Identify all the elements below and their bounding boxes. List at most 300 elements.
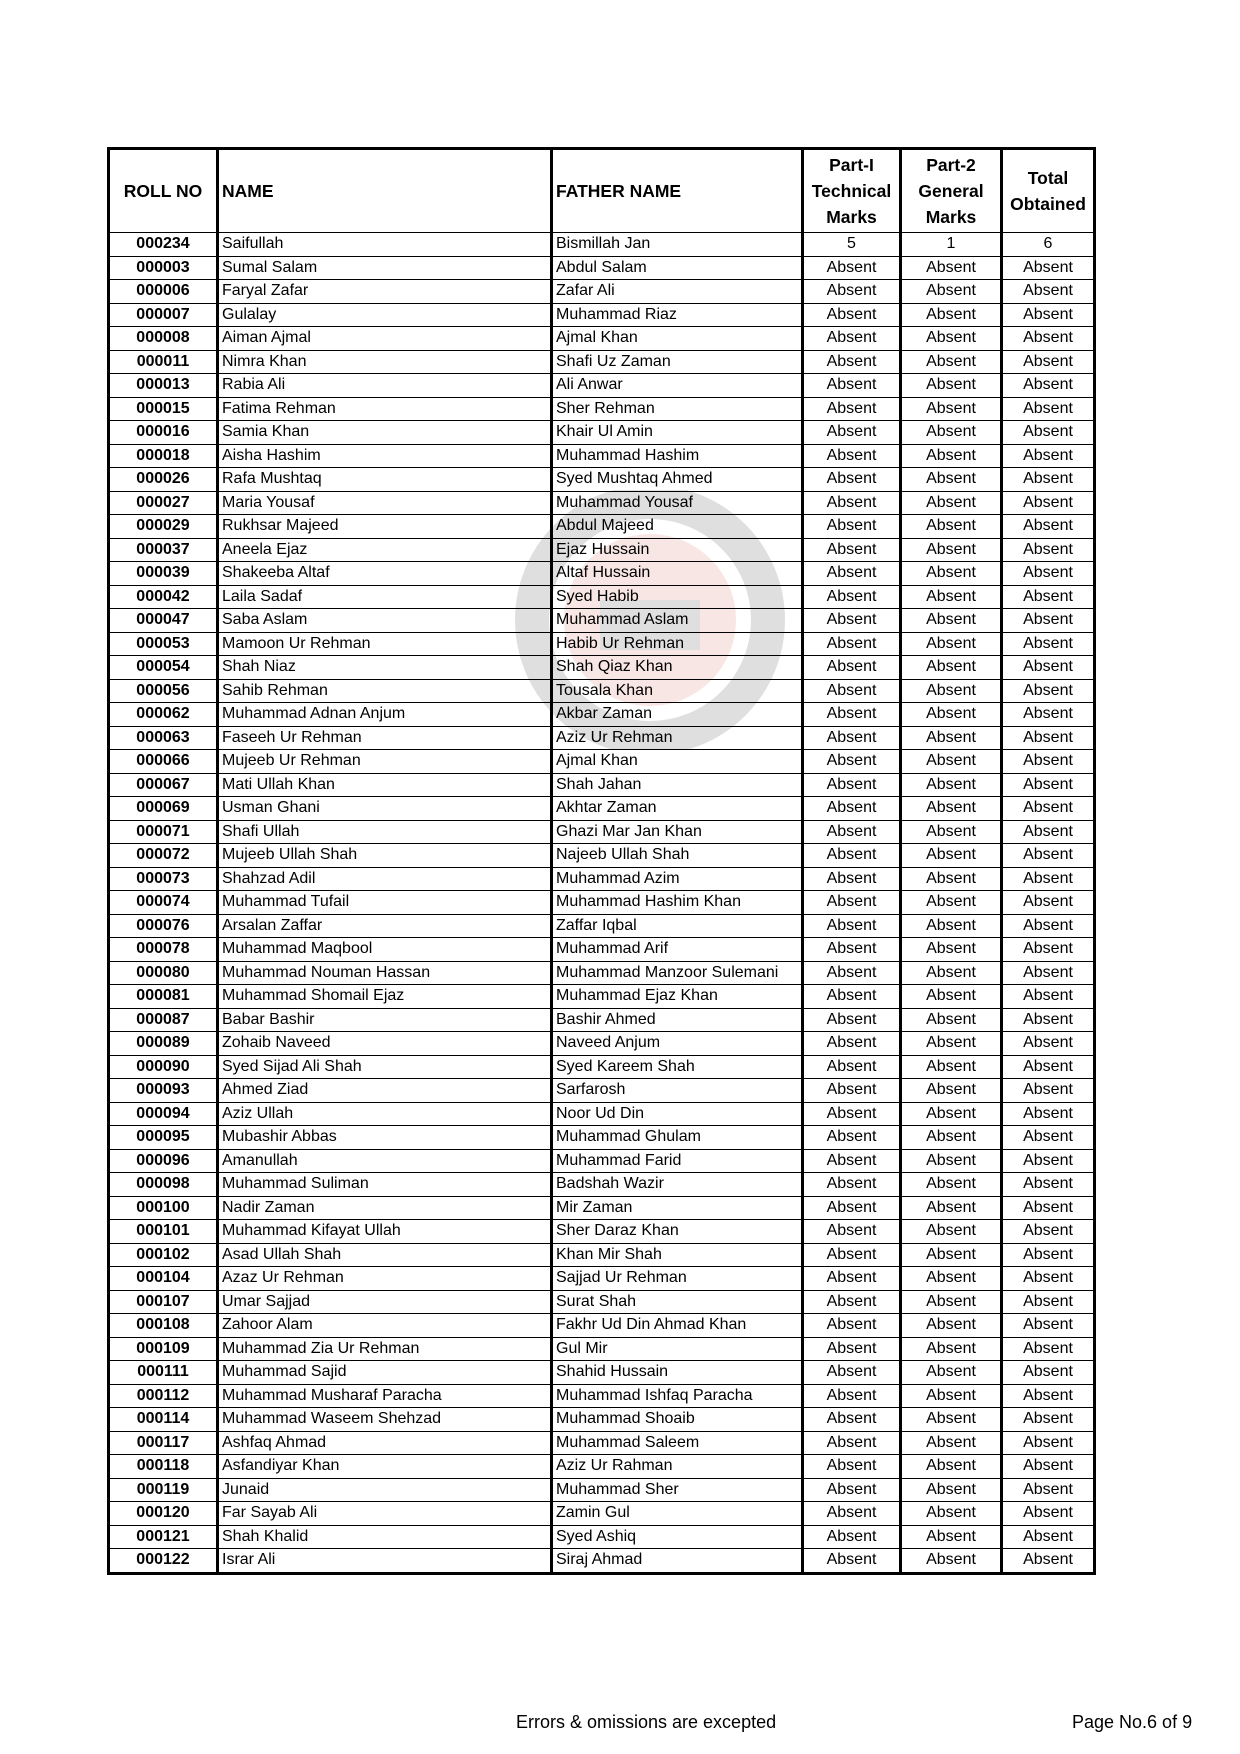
roll-no-cell: 000076 — [109, 914, 218, 938]
roll-no-cell: 000093 — [109, 1079, 218, 1103]
table-row — [109, 1196, 1095, 1220]
name-cell: Saifullah — [218, 233, 552, 257]
part2-marks-cell: Absent — [901, 844, 1002, 868]
part1-marks-cell: Absent — [803, 1267, 901, 1291]
table-row — [109, 374, 1095, 398]
total-obtained-cell: Absent — [1002, 1337, 1095, 1361]
part1-marks-cell: Absent — [803, 1361, 901, 1385]
part1-marks-cell: Absent — [803, 797, 901, 821]
roll-no-cell: 000080 — [109, 961, 218, 985]
total-obtained-cell: Absent — [1002, 985, 1095, 1009]
father-name-cell: Muhammad Hashim Khan — [552, 891, 803, 915]
roll-no-cell: 000119 — [109, 1478, 218, 1502]
roll-no-cell: 000067 — [109, 773, 218, 797]
part2-marks-cell: Absent — [901, 632, 1002, 656]
header-part1-line: Part-I — [829, 155, 874, 175]
total-obtained-cell: Absent — [1002, 797, 1095, 821]
roll-no-cell: 000047 — [109, 609, 218, 633]
roll-no-cell: 000006 — [109, 280, 218, 304]
part2-marks-cell: Absent — [901, 656, 1002, 680]
father-name-cell: Bismillah Jan — [552, 233, 803, 257]
name-cell: Umar Sajjad — [218, 1290, 552, 1314]
table-row — [109, 1408, 1095, 1432]
table-row — [109, 1102, 1095, 1126]
name-cell: Sumal Salam — [218, 256, 552, 280]
roll-no-cell: 000100 — [109, 1196, 218, 1220]
name-cell: Mamoon Ur Rehman — [218, 632, 552, 656]
roll-no-cell: 000107 — [109, 1290, 218, 1314]
part1-marks-cell: Absent — [803, 374, 901, 398]
father-name-cell: Shafi Uz Zaman — [552, 350, 803, 374]
part2-marks-cell: Absent — [901, 1314, 1002, 1338]
name-cell: Laila Sadaf — [218, 585, 552, 609]
total-obtained-cell: Absent — [1002, 961, 1095, 985]
part1-marks-cell: Absent — [803, 468, 901, 492]
roll-no-cell: 000018 — [109, 444, 218, 468]
father-name-cell: Muhammad Riaz — [552, 303, 803, 327]
roll-no-cell: 000062 — [109, 703, 218, 727]
total-obtained-cell: Absent — [1002, 891, 1095, 915]
father-name-cell: Aziz Ur Rahman — [552, 1455, 803, 1479]
father-name-cell: Muhammad Shoaib — [552, 1408, 803, 1432]
total-obtained-cell: Absent — [1002, 1220, 1095, 1244]
table-row — [109, 585, 1095, 609]
table-row — [109, 1220, 1095, 1244]
total-obtained-cell: Absent — [1002, 914, 1095, 938]
name-cell: Muhammad Zia Ur Rehman — [218, 1337, 552, 1361]
part2-marks-cell: Absent — [901, 256, 1002, 280]
part2-marks-cell: Absent — [901, 1243, 1002, 1267]
roll-no-cell: 000027 — [109, 491, 218, 515]
part1-marks-cell: Absent — [803, 280, 901, 304]
father-name-cell: Altaf Hussain — [552, 562, 803, 586]
part1-marks-cell: Absent — [803, 1102, 901, 1126]
roll-no-cell: 000069 — [109, 797, 218, 821]
part2-marks-cell: Absent — [901, 1408, 1002, 1432]
part1-marks-cell: Absent — [803, 1149, 901, 1173]
part2-marks-cell: Absent — [901, 891, 1002, 915]
part1-marks-cell: Absent — [803, 1431, 901, 1455]
father-name-cell: Ajmal Khan — [552, 750, 803, 774]
part1-marks-cell: Absent — [803, 1290, 901, 1314]
name-cell: Azaz Ur Rehman — [218, 1267, 552, 1291]
total-obtained-cell: Absent — [1002, 1502, 1095, 1526]
part1-marks-cell: Absent — [803, 1173, 901, 1197]
part1-marks-cell: Absent — [803, 632, 901, 656]
roll-no-cell: 000007 — [109, 303, 218, 327]
table-row — [109, 468, 1095, 492]
part2-marks-cell: Absent — [901, 1173, 1002, 1197]
total-obtained-cell: Absent — [1002, 703, 1095, 727]
name-cell: Mujeeb Ur Rehman — [218, 750, 552, 774]
father-name-cell: Shah Jahan — [552, 773, 803, 797]
total-obtained-cell: Absent — [1002, 773, 1095, 797]
table-row — [109, 938, 1095, 962]
table-row — [109, 961, 1095, 985]
father-name-cell: Sher Rehman — [552, 397, 803, 421]
part1-marks-cell: Absent — [803, 609, 901, 633]
roll-no-cell: 000063 — [109, 726, 218, 750]
table-row — [109, 1032, 1095, 1056]
name-cell: Sahib Rehman — [218, 679, 552, 703]
name-cell: Muhammad Musharaf Paracha — [218, 1384, 552, 1408]
roll-no-cell: 000120 — [109, 1502, 218, 1526]
header-total-obtained — [1002, 149, 1095, 233]
father-name-cell: Aziz Ur Rehman — [552, 726, 803, 750]
part2-marks-cell: Absent — [901, 820, 1002, 844]
part2-marks-cell: Absent — [901, 938, 1002, 962]
part2-marks-cell: Absent — [901, 797, 1002, 821]
name-cell: Rukhsar Majeed — [218, 515, 552, 539]
roll-no-cell: 000053 — [109, 632, 218, 656]
part1-marks-cell: Absent — [803, 1502, 901, 1526]
part1-marks-cell: Absent — [803, 421, 901, 445]
total-obtained-cell: Absent — [1002, 421, 1095, 445]
name-cell: Faryal Zafar — [218, 280, 552, 304]
part2-marks-cell: Absent — [901, 538, 1002, 562]
table-row — [109, 1337, 1095, 1361]
name-cell: Babar Bashir — [218, 1008, 552, 1032]
name-cell: Rabia Ali — [218, 374, 552, 398]
part2-marks-cell: Absent — [901, 280, 1002, 304]
father-name-cell: Muhammad Arif — [552, 938, 803, 962]
table-row — [109, 233, 1095, 257]
roll-no-cell: 000234 — [109, 233, 218, 257]
table-row — [109, 914, 1095, 938]
name-cell: Aisha Hashim — [218, 444, 552, 468]
roll-no-cell: 000101 — [109, 1220, 218, 1244]
name-cell: Mubashir Abbas — [218, 1126, 552, 1150]
roll-no-cell: 000121 — [109, 1525, 218, 1549]
table-row — [109, 891, 1095, 915]
part1-marks-cell: Absent — [803, 820, 901, 844]
total-obtained-cell: Absent — [1002, 1173, 1095, 1197]
part1-marks-cell: Absent — [803, 1079, 901, 1103]
name-cell: Muhammad Kifayat Ullah — [218, 1220, 552, 1244]
father-name-cell: Syed Ashiq — [552, 1525, 803, 1549]
father-name-cell: Sajjad Ur Rehman — [552, 1267, 803, 1291]
part1-marks-cell: Absent — [803, 844, 901, 868]
total-obtained-cell: Absent — [1002, 656, 1095, 680]
table-row — [109, 703, 1095, 727]
part1-marks-cell: Absent — [803, 1384, 901, 1408]
name-cell: Maria Yousaf — [218, 491, 552, 515]
part2-marks-cell: Absent — [901, 562, 1002, 586]
part1-marks-cell: Absent — [803, 397, 901, 421]
header-part1-technical-marks — [803, 149, 901, 233]
roll-no-cell: 000042 — [109, 585, 218, 609]
roll-no-cell: 000108 — [109, 1314, 218, 1338]
father-name-cell: Sher Daraz Khan — [552, 1220, 803, 1244]
part1-marks-cell: Absent — [803, 726, 901, 750]
part2-marks-cell: Absent — [901, 1431, 1002, 1455]
total-obtained-cell: Absent — [1002, 1008, 1095, 1032]
roll-no-cell: 000109 — [109, 1337, 218, 1361]
part2-marks-cell: Absent — [901, 914, 1002, 938]
part1-marks-cell: Absent — [803, 491, 901, 515]
name-cell: Aziz Ullah — [218, 1102, 552, 1126]
total-obtained-cell: Absent — [1002, 1525, 1095, 1549]
part2-marks-cell: Absent — [901, 750, 1002, 774]
roll-no-cell: 000039 — [109, 562, 218, 586]
total-obtained-cell: Absent — [1002, 303, 1095, 327]
part1-marks-cell: Absent — [803, 891, 901, 915]
father-name-cell: Muhammad Ghulam — [552, 1126, 803, 1150]
table-row — [109, 562, 1095, 586]
name-cell: Shakeeba Altaf — [218, 562, 552, 586]
table-row — [109, 1243, 1095, 1267]
name-cell: Usman Ghani — [218, 797, 552, 821]
part2-marks-cell: Absent — [901, 1196, 1002, 1220]
table-row — [109, 421, 1095, 445]
name-cell: Far Sayab Ali — [218, 1502, 552, 1526]
part2-marks-cell: 1 — [901, 233, 1002, 257]
part2-marks-cell: Absent — [901, 1502, 1002, 1526]
part2-marks-cell: Absent — [901, 1079, 1002, 1103]
father-name-cell: Khair Ul Amin — [552, 421, 803, 445]
part2-marks-cell: Absent — [901, 1384, 1002, 1408]
part1-marks-cell: Absent — [803, 679, 901, 703]
part2-marks-cell: Absent — [901, 1149, 1002, 1173]
name-cell: Muhammad Tufail — [218, 891, 552, 915]
part1-marks-cell: Absent — [803, 515, 901, 539]
part2-marks-cell: Absent — [901, 1525, 1002, 1549]
roll-no-cell: 000095 — [109, 1126, 218, 1150]
total-obtained-cell: Absent — [1002, 1431, 1095, 1455]
total-obtained-cell: Absent — [1002, 938, 1095, 962]
father-name-cell: Abdul Majeed — [552, 515, 803, 539]
part1-marks-cell: Absent — [803, 914, 901, 938]
table-row — [109, 750, 1095, 774]
father-name-cell: Noor Ud Din — [552, 1102, 803, 1126]
name-cell: Mujeeb Ullah Shah — [218, 844, 552, 868]
roll-no-cell: 000094 — [109, 1102, 218, 1126]
total-obtained-cell: Absent — [1002, 1549, 1095, 1574]
roll-no-cell: 000003 — [109, 256, 218, 280]
name-cell: Muhammad Suliman — [218, 1173, 552, 1197]
table-row — [109, 444, 1095, 468]
table-row — [109, 1314, 1095, 1338]
total-obtained-cell: Absent — [1002, 1478, 1095, 1502]
father-name-cell: Syed Mushtaq Ahmed — [552, 468, 803, 492]
table-row — [109, 1173, 1095, 1197]
roll-no-cell: 000096 — [109, 1149, 218, 1173]
part2-marks-cell: Absent — [901, 1220, 1002, 1244]
name-cell: Asfandiyar Khan — [218, 1455, 552, 1479]
table-row — [109, 797, 1095, 821]
table-row — [109, 844, 1095, 868]
total-obtained-cell: Absent — [1002, 468, 1095, 492]
header-total-line: Obtained — [1010, 194, 1086, 214]
roll-no-cell: 000081 — [109, 985, 218, 1009]
part1-marks-cell: Absent — [803, 1055, 901, 1079]
part2-marks-cell: Absent — [901, 444, 1002, 468]
name-cell: Zohaib Naveed — [218, 1032, 552, 1056]
table-row — [109, 327, 1095, 351]
part1-marks-cell: Absent — [803, 350, 901, 374]
part1-marks-cell: Absent — [803, 773, 901, 797]
total-obtained-cell: Absent — [1002, 1149, 1095, 1173]
name-cell: Muhammad Nouman Hassan — [218, 961, 552, 985]
roll-no-cell: 000029 — [109, 515, 218, 539]
father-name-cell: Muhammad Aslam — [552, 609, 803, 633]
name-cell: Muhammad Waseem Shehzad — [218, 1408, 552, 1432]
table-row — [109, 985, 1095, 1009]
total-obtained-cell: Absent — [1002, 350, 1095, 374]
table-row — [109, 256, 1095, 280]
name-cell: Gulalay — [218, 303, 552, 327]
part1-marks-cell: Absent — [803, 750, 901, 774]
total-obtained-cell: Absent — [1002, 562, 1095, 586]
father-name-cell: Muhammad Azim — [552, 867, 803, 891]
roll-no-cell: 000117 — [109, 1431, 218, 1455]
father-name-cell: Mir Zaman — [552, 1196, 803, 1220]
footer-errors-note: Errors & omissions are excepted — [516, 1712, 777, 1732]
roll-no-cell: 000072 — [109, 844, 218, 868]
part2-marks-cell: Absent — [901, 1337, 1002, 1361]
name-cell: Shahzad Adil — [218, 867, 552, 891]
header-part2-line: Marks — [925, 207, 977, 227]
name-cell: Amanullah — [218, 1149, 552, 1173]
part1-marks-cell: Absent — [803, 444, 901, 468]
total-obtained-cell: Absent — [1002, 397, 1095, 421]
father-name-cell: Muhammad Sher — [552, 1478, 803, 1502]
name-cell: Muhammad Sajid — [218, 1361, 552, 1385]
father-name-cell: Muhammad Farid — [552, 1149, 803, 1173]
part1-marks-cell: Absent — [803, 656, 901, 680]
total-obtained-cell: Absent — [1002, 1032, 1095, 1056]
part1-marks-cell: Absent — [803, 1196, 901, 1220]
father-name-cell: Bashir Ahmed — [552, 1008, 803, 1032]
part2-marks-cell: Absent — [901, 397, 1002, 421]
part1-marks-cell: Absent — [803, 1220, 901, 1244]
part1-marks-cell: Absent — [803, 985, 901, 1009]
table-row — [109, 1384, 1095, 1408]
roll-no-cell: 000013 — [109, 374, 218, 398]
name-cell: Israr Ali — [218, 1549, 552, 1574]
total-obtained-cell: Absent — [1002, 609, 1095, 633]
part2-marks-cell: Absent — [901, 679, 1002, 703]
part2-marks-cell: Absent — [901, 1290, 1002, 1314]
table-row — [109, 773, 1095, 797]
part2-marks-cell: Absent — [901, 773, 1002, 797]
part2-marks-cell: Absent — [901, 703, 1002, 727]
total-obtained-cell: Absent — [1002, 820, 1095, 844]
total-obtained-cell: Absent — [1002, 1290, 1095, 1314]
part1-marks-cell: Absent — [803, 1243, 901, 1267]
part1-marks-cell: Absent — [803, 1032, 901, 1056]
father-name-cell: Habib Ur Rehman — [552, 632, 803, 656]
roll-no-cell: 000102 — [109, 1243, 218, 1267]
table-row — [109, 726, 1095, 750]
header-part2-line: Part-2 — [926, 155, 976, 175]
part1-marks-cell: Absent — [803, 961, 901, 985]
total-obtained-cell: Absent — [1002, 844, 1095, 868]
part2-marks-cell: Absent — [901, 1478, 1002, 1502]
father-name-cell: Muhammad Hashim — [552, 444, 803, 468]
table-row — [109, 656, 1095, 680]
header-father-name: FATHER NAME — [552, 149, 803, 233]
part1-marks-cell: Absent — [803, 1525, 901, 1549]
name-cell: Muhammad Shomail Ejaz — [218, 985, 552, 1009]
table-row — [109, 1431, 1095, 1455]
name-cell: Asad Ullah Shah — [218, 1243, 552, 1267]
name-cell: Fatima Rehman — [218, 397, 552, 421]
father-name-cell: Muhammad Yousaf — [552, 491, 803, 515]
table-row — [109, 1290, 1095, 1314]
roll-no-cell: 000114 — [109, 1408, 218, 1432]
roll-no-cell: 000066 — [109, 750, 218, 774]
roll-no-cell: 000112 — [109, 1384, 218, 1408]
name-cell: Aiman Ajmal — [218, 327, 552, 351]
name-cell: Faseeh Ur Rehman — [218, 726, 552, 750]
roll-no-cell: 000071 — [109, 820, 218, 844]
total-obtained-cell: Absent — [1002, 1361, 1095, 1385]
part2-marks-cell: Absent — [901, 327, 1002, 351]
table-row — [109, 538, 1095, 562]
part2-marks-cell: Absent — [901, 1102, 1002, 1126]
part2-marks-cell: Absent — [901, 374, 1002, 398]
total-obtained-cell: Absent — [1002, 491, 1095, 515]
part2-marks-cell: Absent — [901, 609, 1002, 633]
part1-marks-cell: Absent — [803, 1549, 901, 1574]
roll-no-cell: 000122 — [109, 1549, 218, 1574]
total-obtained-cell: Absent — [1002, 1384, 1095, 1408]
father-name-cell: Ajmal Khan — [552, 327, 803, 351]
results-body — [109, 233, 1095, 1574]
total-obtained-cell: Absent — [1002, 1243, 1095, 1267]
table-row — [109, 1549, 1095, 1574]
part2-marks-cell: Absent — [901, 1008, 1002, 1032]
part2-marks-cell: Absent — [901, 726, 1002, 750]
header-part2-line: General — [918, 181, 984, 201]
total-obtained-cell: Absent — [1002, 280, 1095, 304]
part2-marks-cell: Absent — [901, 1455, 1002, 1479]
father-name-cell: Ejaz Hussain — [552, 538, 803, 562]
table-row — [109, 1525, 1095, 1549]
roll-no-cell: 000098 — [109, 1173, 218, 1197]
table-row — [109, 1008, 1095, 1032]
total-obtained-cell: Absent — [1002, 1102, 1095, 1126]
table-row — [109, 1455, 1095, 1479]
name-cell: Saba Aslam — [218, 609, 552, 633]
total-obtained-cell: Absent — [1002, 1408, 1095, 1432]
table-row — [109, 1126, 1095, 1150]
father-name-cell: Akbar Zaman — [552, 703, 803, 727]
roll-no-cell: 000074 — [109, 891, 218, 915]
part2-marks-cell: Absent — [901, 1032, 1002, 1056]
results-table — [107, 147, 1096, 1575]
total-obtained-cell: 6 — [1002, 233, 1095, 257]
part2-marks-cell: Absent — [901, 303, 1002, 327]
table-row — [109, 820, 1095, 844]
part2-marks-cell: Absent — [901, 515, 1002, 539]
total-obtained-cell: Absent — [1002, 374, 1095, 398]
table-row — [109, 397, 1095, 421]
roll-no-cell: 000056 — [109, 679, 218, 703]
roll-no-cell: 000054 — [109, 656, 218, 680]
part2-marks-cell: Absent — [901, 1549, 1002, 1574]
part1-marks-cell: Absent — [803, 938, 901, 962]
roll-no-cell: 000087 — [109, 1008, 218, 1032]
table-row — [109, 632, 1095, 656]
roll-no-cell: 000026 — [109, 468, 218, 492]
father-name-cell: Abdul Salam — [552, 256, 803, 280]
part1-marks-cell: Absent — [803, 1126, 901, 1150]
part2-marks-cell: Absent — [901, 350, 1002, 374]
part2-marks-cell: Absent — [901, 867, 1002, 891]
table-row — [109, 1502, 1095, 1526]
